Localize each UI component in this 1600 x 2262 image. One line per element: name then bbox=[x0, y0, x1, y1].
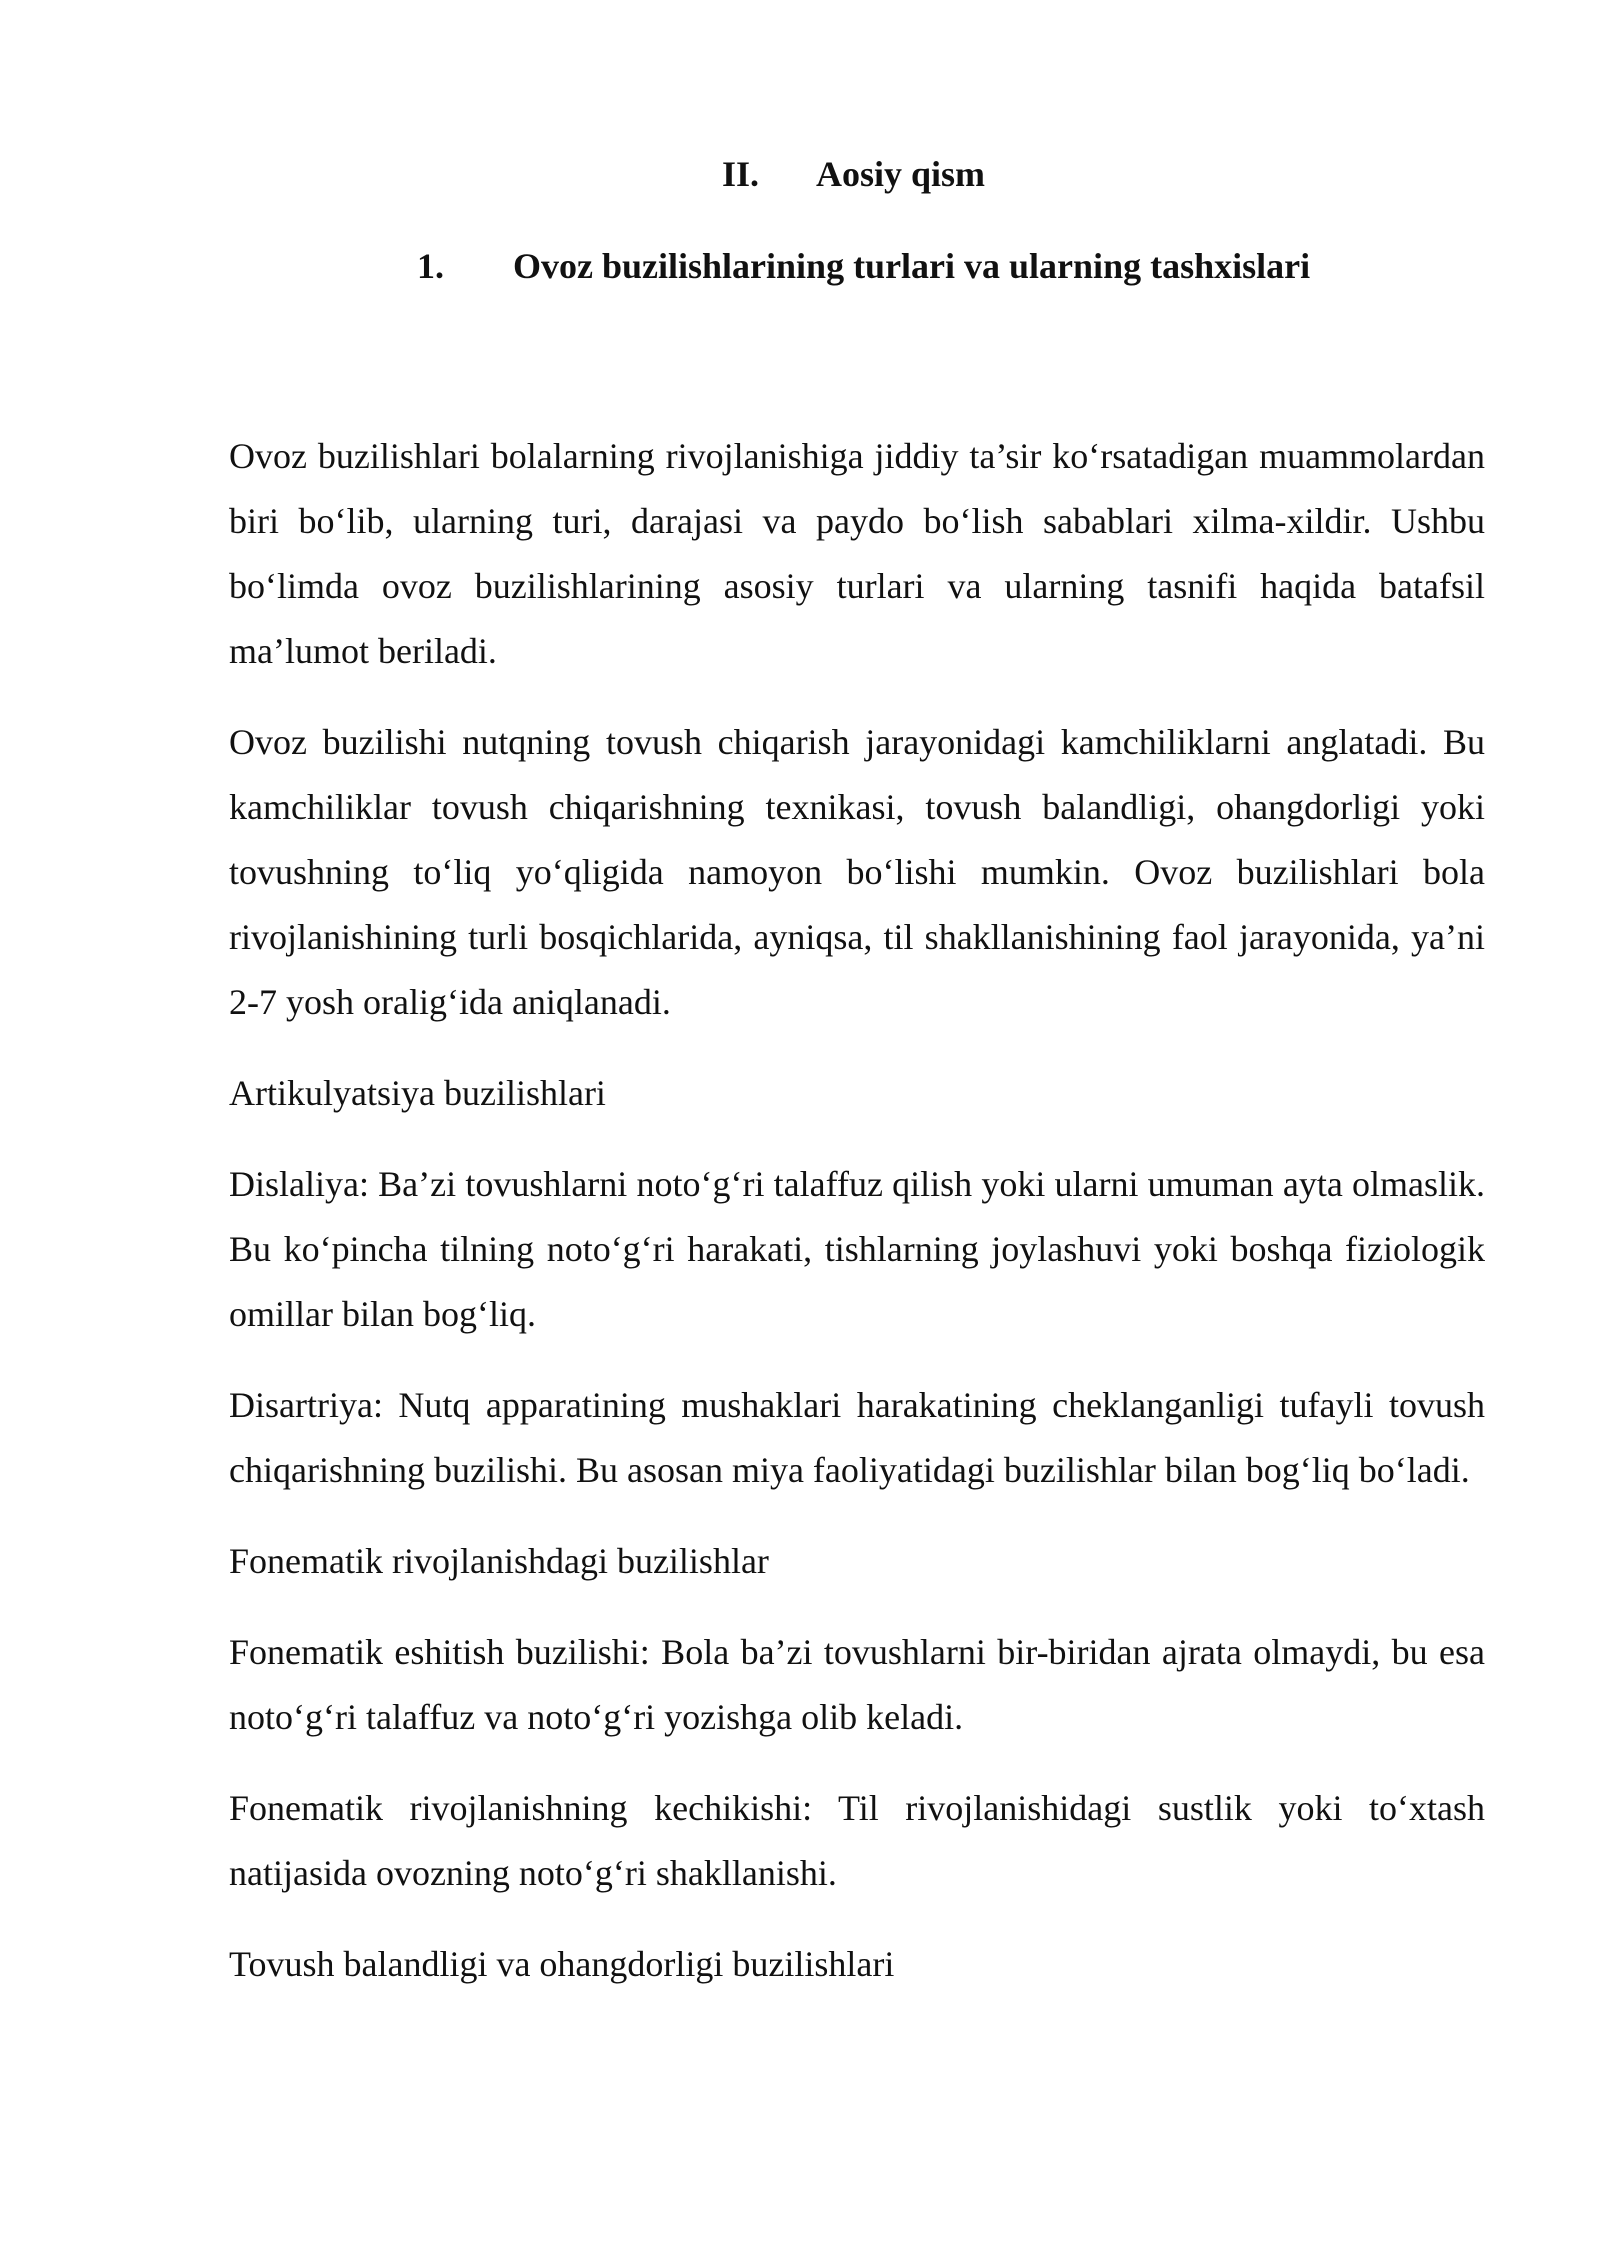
paragraph-intro: Ovoz buzilishlari bolalarning rivojlanishiga jiddiy ta’sir ko‘rsatadigan muammolardan biri bo‘lib, ularning turi, darajasi va paydo bo‘lish sabablari xilma-xildir. Ushbu bo‘limda ovoz buzilishlarining asosiy turlari va ularning tasnifi haqida batafsil ma’lumot beriladi. bbox=[229, 436, 1485, 671]
paragraph-definition: Ovoz buzilishi nutqning tovush chiqarish jarayonidagi kamchiliklarni anglatadi. Bu kamchiliklar tovush chiqarishning texnikasi, tovush balandligi, ohangdorligi yoki tovushning to‘liq yo‘qligida namoyon bo‘lishi mumkin. Ovoz buzilishlari bola rivojlanishining turli bosqichlarida, ayniqsa, til shakllanishining faol jarayonida, ya’ni 2-7 yosh oralig‘ida aniqlanadi. bbox=[229, 722, 1485, 1022]
subheading-articulation: Artikulyatsiya buzilishlari bbox=[229, 1073, 606, 1113]
paragraph-dyslalia: Dislaliya: Ba’zi tovushlarni noto‘g‘ri talaffuz qilish yoki ularni umuman ayta olmaslik. Bu ko‘pincha tilning noto‘g‘ri harakati, tishlarning joylashuvi yoki boshqa fiziologik omillar bilan bog‘liq. bbox=[229, 1164, 1485, 1334]
document-body bbox=[229, 424, 1485, 2023]
subheading-pitch-tone: Tovush balandligi va ohangdorligi buzilishlari bbox=[229, 1944, 895, 1984]
paragraph-phonematic-delay: Fonematik rivojlanishning kechikishi: Til rivojlanishidagi sustlik yoki to‘xtash natijasida ovozning noto‘g‘ri shakllanishi. bbox=[229, 1788, 1485, 1893]
section-title: Aosiy qism bbox=[816, 154, 986, 194]
subsection-title: Ovoz buzilishlarining turlari va ularning tashxislari bbox=[513, 246, 1311, 286]
subsection-number: 1. bbox=[417, 246, 444, 286]
paragraph-phonematic-hearing: Fonematik eshitish buzilishi: Bola ba’zi tovushlarni bir-biridan ajrata olmaydi, bu esa noto‘g‘ri talaffuz va noto‘g‘ri yozishga olib keladi. bbox=[229, 1632, 1485, 1737]
paragraph-dysarthria: Disartriya: Nutq apparatining mushaklari harakatining cheklanganligi tufayli tovush chiqarishning buzilishi. Bu asosan miya faoliyatidagi buzilishlar bilan bog‘liq bo‘ladi. bbox=[229, 1385, 1485, 1490]
subheading-phonematic: Fonematik rivojlanishdagi buzilishlar bbox=[229, 1541, 769, 1581]
section-number: II. bbox=[722, 154, 760, 194]
